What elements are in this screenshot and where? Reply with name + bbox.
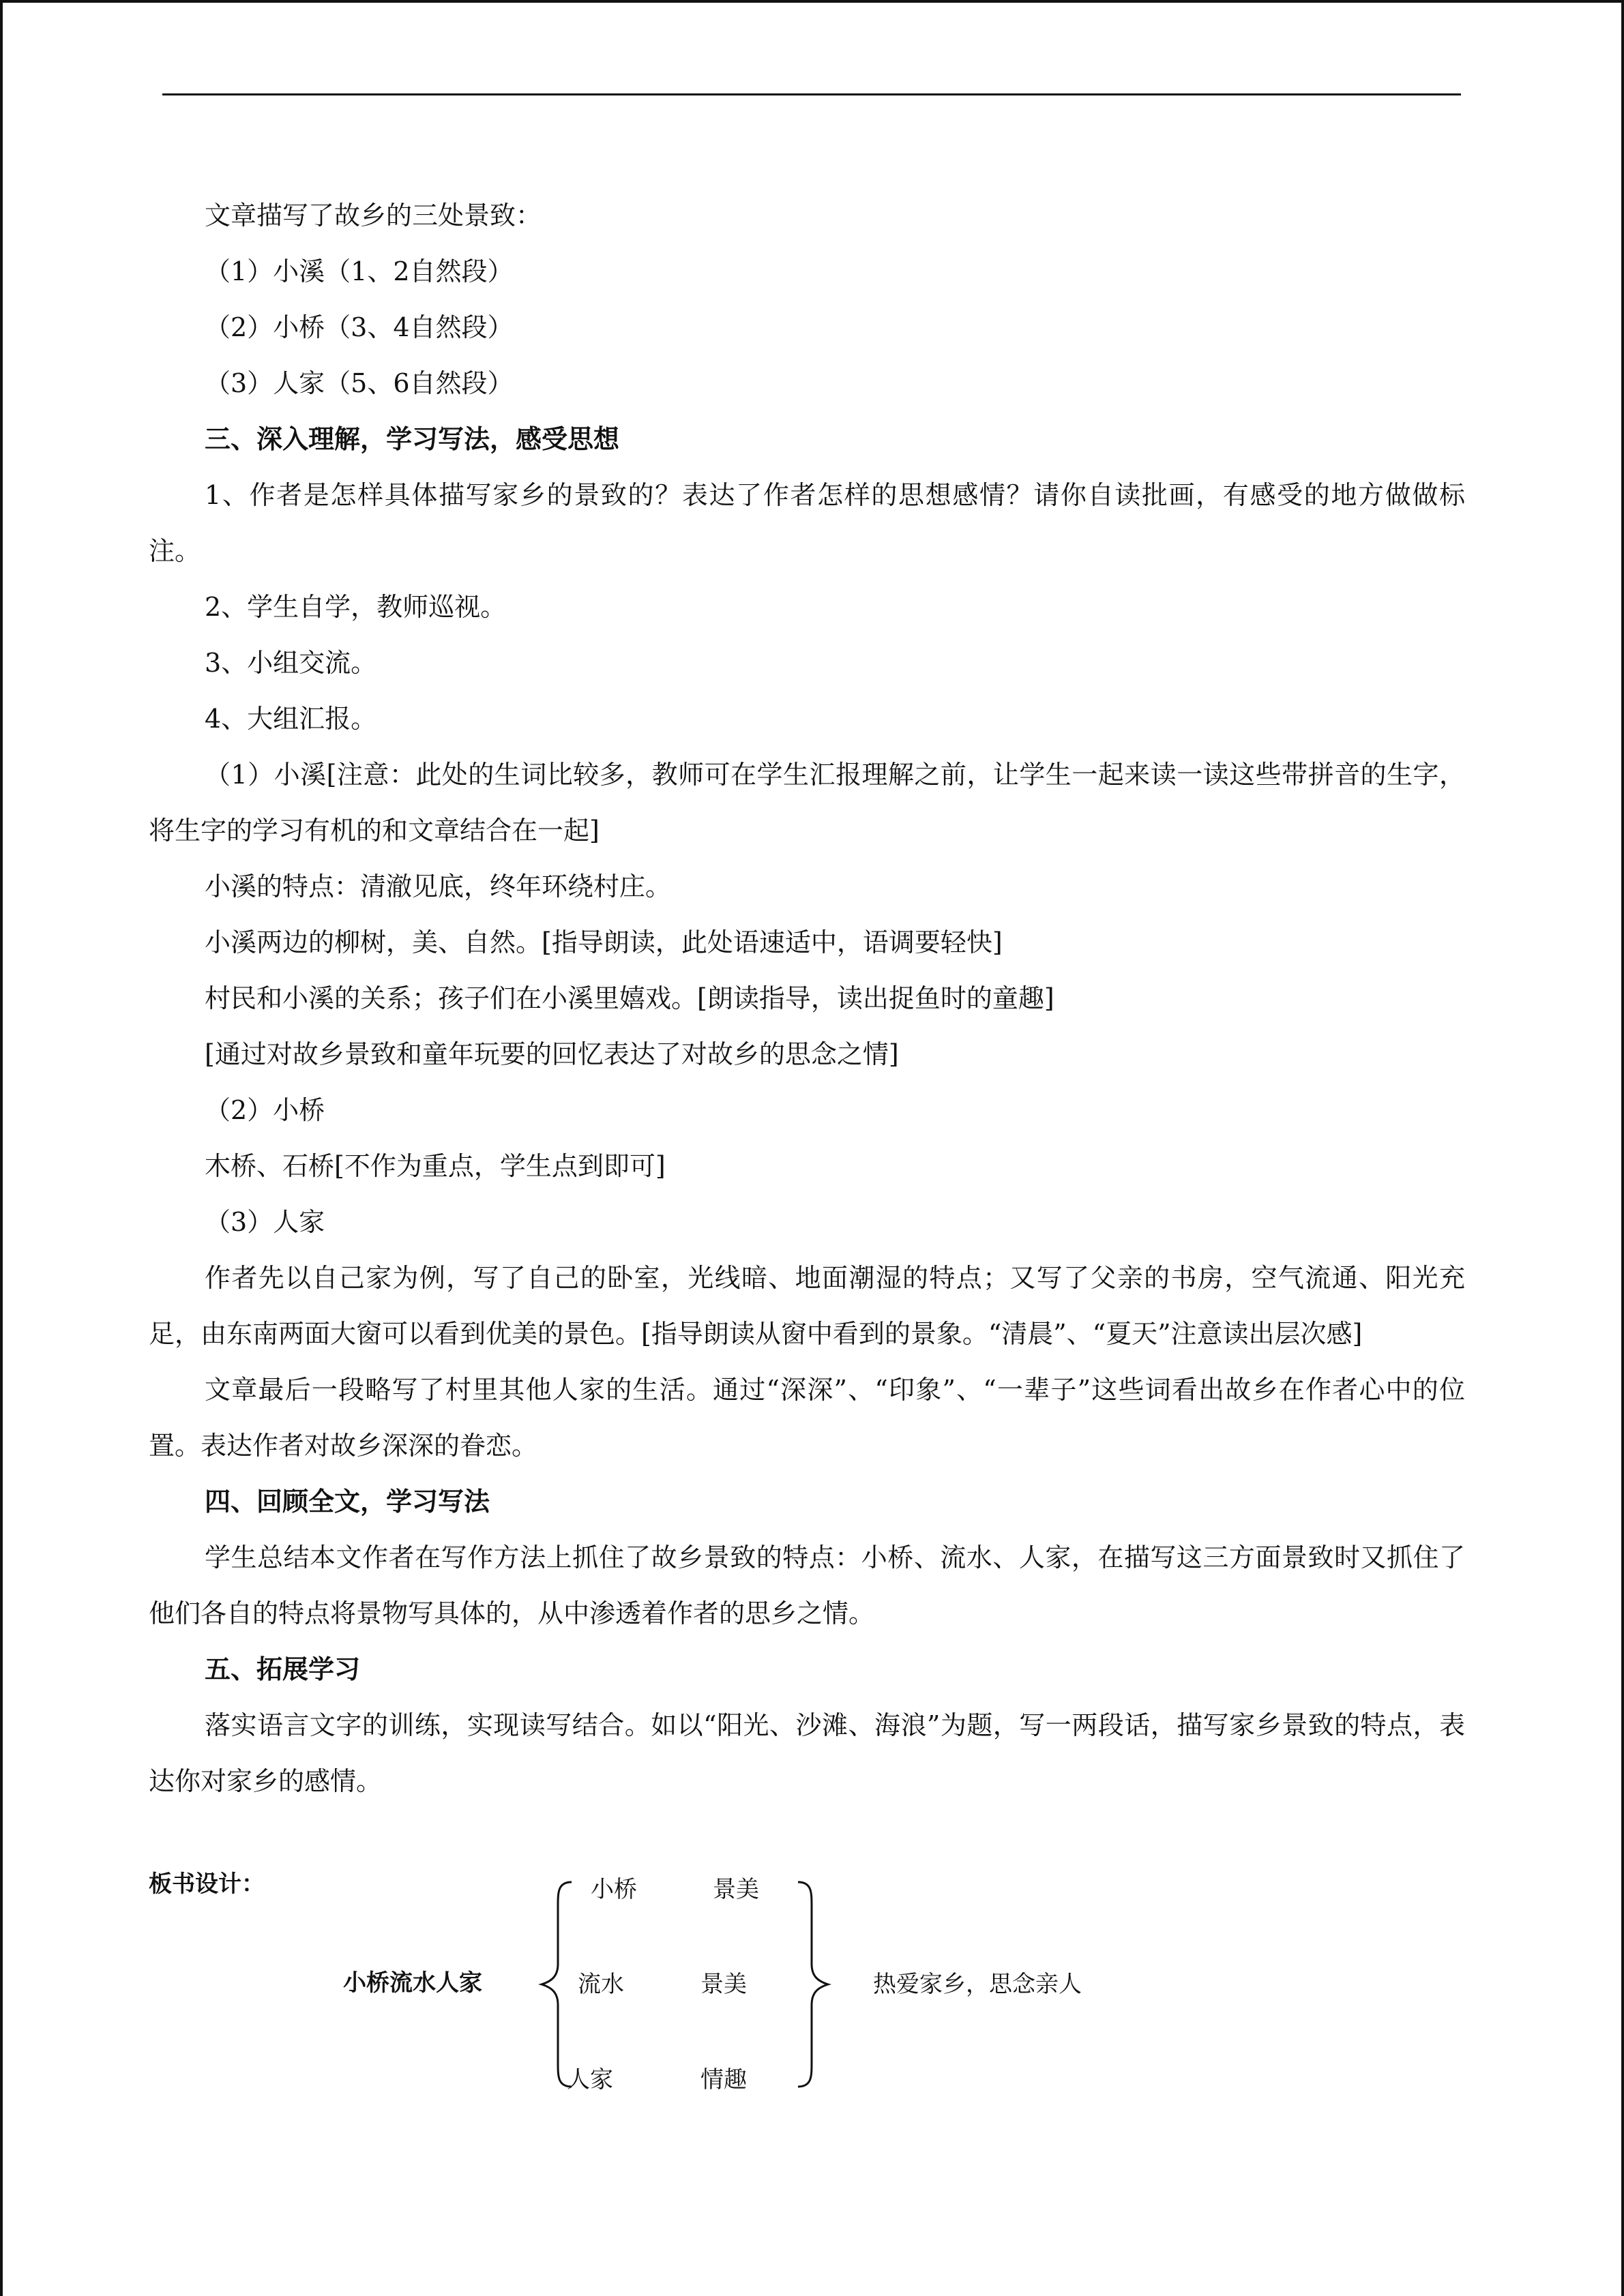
board-item: 小桥 xyxy=(591,1876,637,1903)
section-heading: 四、回顾全文，学习写法 xyxy=(205,1486,490,1517)
board-title: 小桥流水人家 xyxy=(343,1969,482,1997)
board-conclusion: 热爱家乡，思念亲人 xyxy=(873,1971,1082,1998)
paragraph: 1、作者是怎样具体描写家乡的景致的？表达了作者怎样的思想感情？请你自读批画，有感受的地方做做标注。 xyxy=(149,480,1465,566)
paragraph: 落实语言文字的训练，实现读写结合。如以“阳光、沙滩、海浪”为题，写一两段话，描写家乡景致的特点，表达你对家乡的感情。 xyxy=(149,1710,1465,1796)
board-design-label: 板书设计： xyxy=(149,1870,265,1898)
list-item: （2）小桥（3、4自然段） xyxy=(205,312,514,342)
paragraph: 3、小组交流。 xyxy=(205,648,377,678)
paragraph: [通过对故乡景致和童年玩要的回忆表达了对故乡的思念之情] xyxy=(205,1039,899,1069)
paragraph: 木桥、石桥[不作为重点，学生点到即可] xyxy=(205,1151,666,1181)
board-feature: 景美 xyxy=(713,1876,759,1903)
paragraph: 小溪两边的柳树，美、自然。[指导朗读，此处语速适中，语调要轻快] xyxy=(205,927,1003,957)
board-item: 流水 xyxy=(578,1971,624,1998)
list-item: （3）人家（5、6自然段） xyxy=(205,368,514,398)
paragraph: （1）小溪[注意：此处的生词比较多，教师可在学生汇报理解之前，让学生一起来读一读这些带拼音的生字，将生字的学习有机的和文章结合在一起] xyxy=(149,760,1465,846)
paragraph: 村民和小溪的关系；孩子们在小溪里嬉戏。[朗读指导，读出捉鱼时的童趣] xyxy=(205,983,1054,1013)
paragraph: （3）人家 xyxy=(205,1207,325,1237)
board-item: 人家 xyxy=(567,2066,613,2093)
page-border-top xyxy=(0,0,1624,3)
right-brace-icon xyxy=(791,1879,846,2090)
board-feature: 景美 xyxy=(700,1971,747,1998)
paragraph: 学生总结本文作者在写作方法上抓住了故乡景致的特点：小桥、流水、人家，在描写这三方面景致时又抓住了他们各自的特点将景物写具体的，从中渗透着作者的思乡之情。 xyxy=(149,1542,1465,1628)
page-border-right xyxy=(1621,0,1624,2296)
list-item: （1）小溪（1、2自然段） xyxy=(205,256,514,286)
paragraph: 文章最后一段略写了村里其他人家的生活。通过“深深”、“印象”、“一辈子”这些词看出故乡在作者心中的位置。表达作者对故乡深深的眷恋。 xyxy=(149,1375,1465,1461)
section-heading: 五、拓展学习 xyxy=(205,1654,361,1684)
header-rule xyxy=(162,93,1461,95)
section-heading: 三、深入理解，学习写法，感受思想 xyxy=(205,423,620,454)
board-feature: 情趣 xyxy=(700,2066,747,2093)
document-body xyxy=(149,188,1465,1809)
paragraph: （2）小桥 xyxy=(205,1095,325,1125)
paragraph: 4、大组汇报。 xyxy=(205,704,377,734)
paragraph: 2、学生自学，教师巡视。 xyxy=(205,592,507,622)
paragraph: 小溪的特点：清澈见底，终年环绕村庄。 xyxy=(205,871,672,901)
paragraph: 作者先以自己家为例，写了自己的卧室，光线暗、地面潮湿的特点；又写了父亲的书房，空气流通、阳光充足，由东南两面大窗可以看到优美的景色。[指导朗读从窗中看到的景象。“清晨”、“夏天”注意读出层次感] xyxy=(149,1263,1465,1349)
paragraph: 文章描写了故乡的三处景致： xyxy=(205,200,542,230)
page-border-left xyxy=(0,0,3,2296)
